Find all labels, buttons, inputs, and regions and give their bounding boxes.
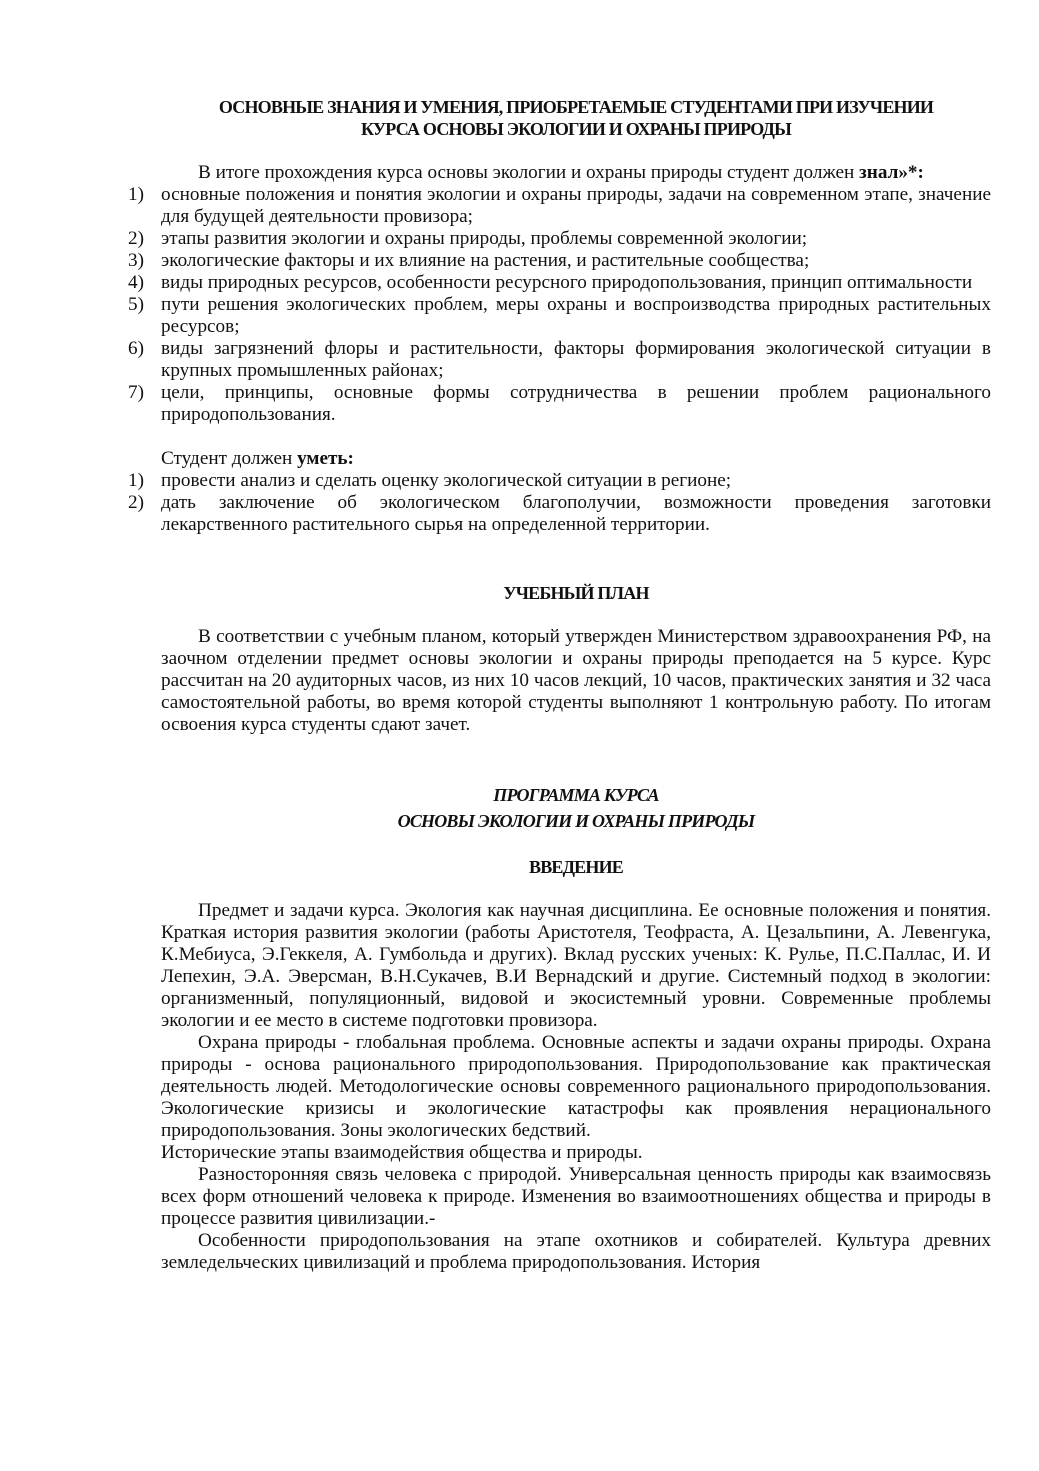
intro-paragraph-2: Охрана природы - глобальная проблема. Основные аспекты и задачи охраны природы. Охрана природы - основа рационального природопользования. Природопользование как практическая деятельность людей. Методологические основы современного рационального природопользования. Экологические кризисы и экологические катастрофы как проявления нерационального природопользования. Зоны экологических бедствий. [161,1032,991,1141]
section-title-line: ОСНОВНЫЕ ЗНАНИЯ И УМЕНИЯ, ПРИОБРЕТАЕМЫЕ СТУДЕНТАМИ ПРИ ИЗУЧЕНИИ [218,97,934,117]
study-plan-title: УЧЕБНЫЙ ПЛАН [503,583,649,603]
list-item-number: 6) [128,338,144,359]
list-item [128,272,991,294]
skills-intro [161,448,991,470]
list-item [128,228,991,250]
list-item-number: 1) [128,184,144,205]
list-item-number: 1) [128,470,144,491]
intro-paragraph-1: Предмет и задачи курса. Экология как научная дисциплина. Ее основные положения и понятия. Краткая история развития экологии (работы Аристотеля, Теофраста, А. Цезальпини, А. Левенгука, К.Мебиуса, Э.Геккеля, А. Гумбольда и других). Вклад русских ученых: К. Рулье, П.С.Паллас, И. И Лепехин, Э.А. Эверсман, В.Н.Сукачев, В.И Вернадский и другие. Системный подход в экологии: организменный, популяционный, видовой и экосистемный уровни. Современные проблемы экологии и ее место в системе подготовки провизора. [161,900,991,1031]
knowledge-list [128,184,991,426]
skills-intro-bold: уметь: [297,448,354,469]
document-page [128,96,991,1274]
list-item-number: 5) [128,294,144,315]
knowledge-intro-bold: знал»*: [859,162,924,183]
knowledge-intro [161,162,991,184]
list-item-text: цели, принципы, основные формы сотрудничества в решении проблем рационального природопользования. [161,382,991,425]
program-title-line1: ПРОГРАММА КУРСА [493,785,659,805]
list-item [128,382,991,426]
section-knowledge-title [161,96,991,140]
list-item-number: 2) [128,492,144,513]
knowledge-intro-text: В итоге прохождения курса основы экологии и охраны природы студент должен [198,162,860,183]
study-plan-title-block [161,582,991,604]
list-item-text: провести анализ и сделать оценку экологической ситуации в регионе; [161,470,732,491]
intro-subtitle-block [161,856,991,878]
list-item-text: дать заключение об экологическом благополучии, возможности проведения заготовки лекарственного растительного сырья на определенной территории. [161,492,991,535]
list-item [128,492,991,536]
intro-paragraph-3: Исторические этапы взаимодействия общества и природы. [161,1142,643,1163]
list-item-number: 7) [128,382,144,403]
intro-subtitle: ВВЕДЕНИЕ [528,857,623,877]
intro-paragraph-4: Разносторонняя связь человека с природой. Универсальная ценность природы как взаимосвязь всех форм отношений человека к природе. Изменения во взаимоотношениях общества и природы в процессе развития цивилизации.- [161,1164,991,1229]
list-item [128,470,991,492]
list-item-number: 3) [128,250,144,271]
list-item-text: основные положения и понятия экологии и охраны природы, задачи на современном этапе, значение для будущей деятельности провизора; [161,184,991,227]
list-item-text: этапы развития экологии и охраны природы, проблемы современной экологии; [161,228,808,249]
list-item [128,250,991,272]
list-item [128,184,991,228]
section-title-line: КУРСА ОСНОВЫ ЭКОЛОГИИ И ОХРАНЫ ПРИРОДЫ [360,119,791,139]
list-item-number: 2) [128,228,144,249]
list-item-text: виды природных ресурсов, особенности ресурсного природопользования, принцип оптимальности [161,272,973,293]
list-item-text: экологические факторы и их влияние на растения, и растительные сообщества; [161,250,810,271]
list-item-text: пути решения экологических проблем, меры охраны и воспроизводства природных растительных ресурсов; [161,294,991,337]
list-item [128,338,991,382]
list-item-text: виды загрязнений флоры и растительности, факторы формирования экологической ситуации в крупных промышленных районах; [161,338,991,381]
study-plan-paragraph: В соответствии с учебным планом, который утвержден Министерством здравоохранения РФ, на заочном отделении предмет основы экологии и охраны природы преподается на 5 курсе. Курс рассчитан на 20 аудиторных часов, из них 10 часов лекций, 10 часов, практических занятия и 32 часа самостоятельной работы, во время которой студенты выполняют 1 контрольную работу. По итогам освоения курса студенты сдают зачет. [161,626,991,735]
list-item [128,294,991,338]
list-item-number: 4) [128,272,144,293]
program-title-line2: ОСНОВЫ ЭКОЛОГИИ И ОХРАНЫ ПРИРОДЫ [397,811,755,831]
skills-intro-text: Студент должен [161,448,298,469]
skills-list [128,470,991,536]
intro-paragraph-5: Особенности природопользования на этапе охотников и собирателей. Культура древних земледельческих цивилизаций и проблема природопользования. История [161,1230,991,1273]
